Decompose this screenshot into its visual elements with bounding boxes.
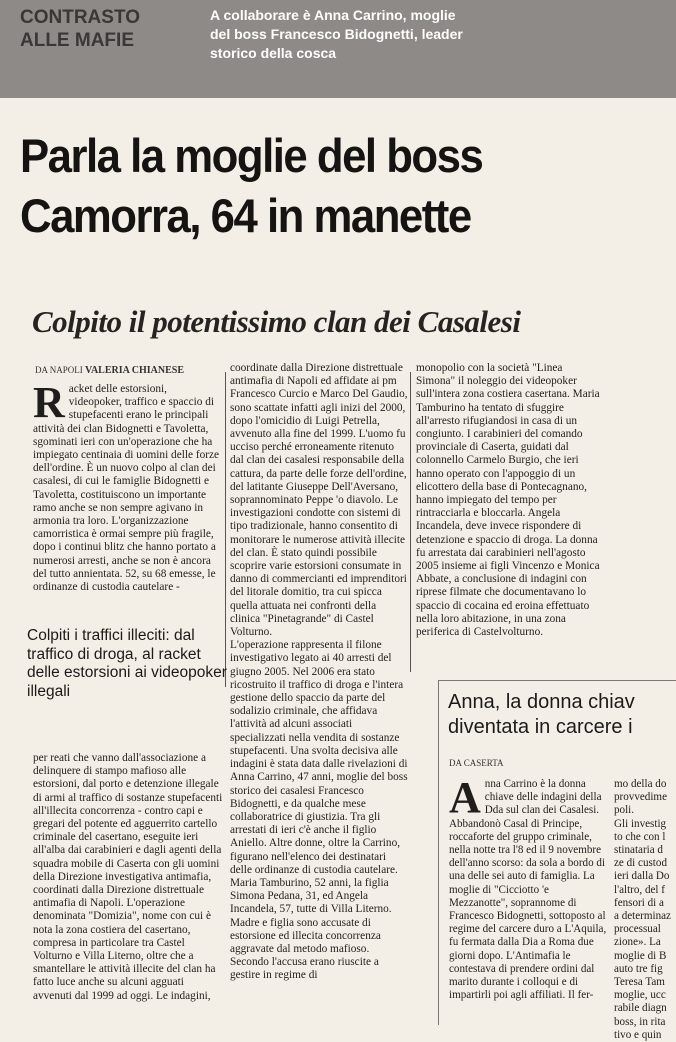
- text-line: poli.: [614, 804, 635, 817]
- column-2: [230, 362, 408, 983]
- paragraph: nna Carrino è la donna chiave delle indagini della Dda sul clan dei Casalesi. Abbandonò Casal di Principe, roccaforte del gruppo criminale, nella notte tra l'8 ed il 9 novembre dell'anno scorso: da sola a bordo di una delle sei auto di famiglia. La moglie di "Cicciotto 'e Mezzanotte", soprannome di Francesco Bidognetti, sottoposto al regime del carcere duro a L'Aquila, fu fermata dalla Dia a Roma due giorni dopo. L'Antimafia le contestava di prendere ordini dal marito durante i colloqui e di impartirli poi agli affiliati. Il fer-: [449, 778, 607, 1002]
- text-line: processual: [614, 923, 661, 936]
- headline-line-2: Camorra, 64 in manette: [20, 189, 471, 242]
- text-line: moglie di B: [614, 949, 667, 962]
- sidebar-title: [448, 690, 676, 740]
- sidebar-byline: DA CASERTA: [449, 758, 504, 768]
- byline-author: VALERIA CHIANESE: [85, 365, 185, 376]
- text-line: auto tre fig: [614, 962, 663, 975]
- text-line: Gli investig: [614, 817, 667, 830]
- text-line: Teresa Tam: [614, 976, 665, 989]
- sidebar-title-line-2: diventata in carcere i: [448, 716, 633, 738]
- headline: [20, 126, 615, 246]
- text-line: to che con l: [614, 830, 666, 843]
- text-line: boss, in rita: [614, 1015, 666, 1028]
- subhead: Colpiti i traffici illeciti: dal traffico di droga, al racket delle estorsioni ai videopoker illegali: [27, 627, 227, 700]
- column-rule: [410, 372, 411, 672]
- text-line: rabile diagn: [614, 1002, 667, 1015]
- text-line: provvedime: [614, 791, 667, 804]
- text-line: zione». La: [614, 936, 661, 949]
- column-1-top: [33, 378, 221, 594]
- column-3: [416, 362, 601, 639]
- drop-cap: R: [33, 378, 65, 427]
- byline: [35, 365, 184, 376]
- text-line: fensori di a: [614, 896, 664, 909]
- text-line: ieri dalla Do: [614, 870, 670, 883]
- sidebar-right-column: [614, 778, 676, 1042]
- text-line: a determinaz: [614, 910, 671, 923]
- paragraph: coordinate dalla Direzione distrettuale antimafia di Napoli ed affidate ai pm Francesco Curcio e Marco Del Gaudio, sono scattate infatti agli inizi del 2000, dopo l'omicidio di Luigi Petrella, avvenuto alla fine del 1999. L'uomo fu ucciso perché erroneamente ritenuto dal clan dei casalesi responsabile della cattura, da parte delle forze dell'ordine, del latitante Giuseppe Dell'Aversano, soprannominato Peppe 'o diavolo. Le investigazioni condotte con sistemi di tipo tradizionale, hanno consentito di monitorare le numerose attività illecite del clan. È stato quindi possibile scoprire varie estorsioni consumate in danno di commercianti ed imprenditori del litorale domitio, tra cui spicca quella attuata nei confronti della clinica "Pinetagrande" di Castel Volturno.: [230, 362, 408, 639]
- sidebar-body: [449, 773, 607, 1002]
- byline-prefix: DA NAPOLI: [35, 365, 83, 375]
- deck-subtitle: Colpito il potentissimo clan dei Casalesi: [32, 304, 521, 339]
- text-line: tivo e quin: [614, 1028, 662, 1041]
- text-line: l'altro, del f: [614, 883, 665, 896]
- paragraph: acket delle estorsioni, videopoker, traffico e spaccio di stupefacenti erano le principali attività dei clan Bidognetti e Tavoletta, sgominati ieri con un'operazione che ha impiegato centinaia di uomini delle forze dell'ordine. È un nuovo colpo al clan dei casalesi, di cui le famiglie Bidognetti e Tavoletta, costituiscono un importante ramo anche se non sempre agivano in armonia tra loro. L'organizzazione camorristica è ormai sempre più fragile, dopo i continui blitz che hanno portato a numerosi arresti, anche se non è ancora del tutto annientata. 52, su 68 emesse, le ordinanze di custodia cautelare -: [33, 383, 220, 594]
- section-banner: [0, 0, 676, 98]
- text-line: mo della do: [614, 778, 667, 790]
- text-line: stinataria d: [614, 844, 663, 857]
- section-kicker: CONTRASTO ALLE MAFIE: [20, 7, 140, 51]
- paragraph: L'operazione rappresenta il filone investigativo legato ai 40 arresti del giugno 2005. Nel 2006 era stato ricostruito il traffico di droga e l'intera gestione dello spaccio da parte del sodalizio criminale, che affidava l'attività ad alcuni associati specializzati nella vendita di sostanze stupefacenti. Una svolta decisiva alle indagini è stata data dalle rivelazioni di Anna Carrino, 47 anni, moglie del boss storico dei casalesi Francesco Bidognetti, e da qualche mese collaboratrice di giustizia. Tra gli arrestati di ieri c'è anche il figlio Aniello. Altre donne, oltre la Carrino, figurano nell'elenco dei destinatari delle ordinanze di custodia cautelare. Maria Tamburino, 52 anni, la figlia Simona Pedana, 31, ed Angela Incandela, 57, tutte di Villa Literno. Madre e figlia sono accusate di estorsione ed illecita concorrenza aggravate dal metodo mafioso. Secondo l'accusa erano riuscite a gestire in regime di: [230, 639, 408, 982]
- headline-line-1: Parla la moglie del boss: [20, 129, 483, 182]
- paragraph: per reati che vanno dall'associazione a delinquere di stampo mafioso alle estorsioni, dal porto e detenzione illegale di armi al traffico di sostanze stupefacenti all'illecita concorrenza - contro capi e gregari del potente ed agguerrito cartello criminale del casertano, eseguite ieri all'alba dai carabinieri e dagli agenti della squadra mobile di Caserta con gli uomini della Direzione investigativa antimafia, coordinati dalla Direzione distrettuale antimafia di Napoli. L'operazione denominata "Domizia", nome con cui è nota la zona costiera del casertano, compresa in particolare tra Castel Volturno e Villa Literno, oltre che a smantellare le attività illecite del clan ha fatto luce anche su alcuni agguati avvenuti dal 1999 ad oggi. Le indagini,: [33, 752, 223, 1002]
- drop-cap: A: [449, 773, 481, 822]
- paragraph: monopolio con la società "Linea Simona" il noleggio dei videopoker sull'intera zona costiera casertana. Maria Tamburino ha tentato di sfuggire all'arresto rifugiandosi in casa di un congiunto. I carabinieri del comando provinciale di Caserta, guidati dal colonnello Carmelo Burgio, che ieri hanno operato con l'appoggio di un elicottero della base di Pontecagnano, hanno impiegato del tempo per rintracciarla e bloccarla. Angela Incandela, deve invece rispondere di detenzione e spaccio di droga. La donna fu arrestata dai carabinieri nell'agosto 2005 insieme ai figli Vincenzo e Monica Abbate, a conclusione di indagini con riprese filmate che documentavano lo spaccio di cocaina ed eroina effettuato nella loro abitazione, in una zona periferica di Castelvolturno.: [416, 362, 600, 639]
- text-line: moglie, ucc: [614, 989, 666, 1002]
- column-1-bottom: [33, 752, 223, 1003]
- banner-summary: A collaborare è Anna Carrino, moglie del boss Francesco Bidognetti, leader storico della cosca: [210, 7, 463, 61]
- sidebar-title-line-1: Anna, la donna chiav: [448, 691, 635, 713]
- text-line: ze di custod: [614, 857, 667, 870]
